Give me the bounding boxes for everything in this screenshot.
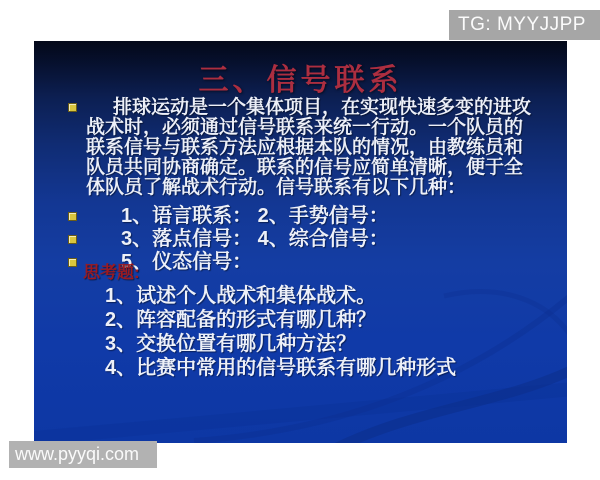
questions-list xyxy=(68,284,538,380)
bullet-square-icon xyxy=(68,258,77,267)
slide-title: 三、信号联系 xyxy=(198,63,403,98)
question-item: 3、交换位置有哪几种方法？ xyxy=(105,333,357,355)
question-item: 2、阵容配备的形式有哪几种？ xyxy=(105,309,377,331)
bullet-square-icon xyxy=(68,235,77,244)
list-item xyxy=(68,205,538,228)
question-item: 1、试述个人战术和集体战术。 xyxy=(105,285,377,307)
signal-item-label: 3、落点信号： 4、综合信号： xyxy=(121,228,389,250)
bullet-square-icon xyxy=(68,103,77,112)
slide-content xyxy=(68,98,538,380)
questions-heading: 思考题: xyxy=(83,263,140,282)
tg-watermark: TG: MYYJJPP xyxy=(449,10,600,40)
bullet-square-icon xyxy=(68,212,77,221)
slide-paragraph: 排球运动是一个集体项目，在实现快速多变的进攻战术时，必须通过信号联系来统一行动。一个队员的联系信号与联系方法应根据本队的情况，由教练员和队员共同协商确定。联系的信号应简单清晰，便于全体队员了解战术行动。信号联系有以下几种： xyxy=(86,97,532,198)
list-item xyxy=(68,228,538,251)
slide xyxy=(34,41,567,443)
signal-item-label: 1、语言联系： 2、手势信号： xyxy=(121,205,389,227)
url-watermark: www.pyyqi.com xyxy=(9,441,157,468)
signal-item-label: 5、仪态信号： xyxy=(121,251,253,273)
question-item: 4、比赛中常用的信号联系有哪几种形式 xyxy=(105,357,457,379)
paragraph-block xyxy=(68,98,538,198)
